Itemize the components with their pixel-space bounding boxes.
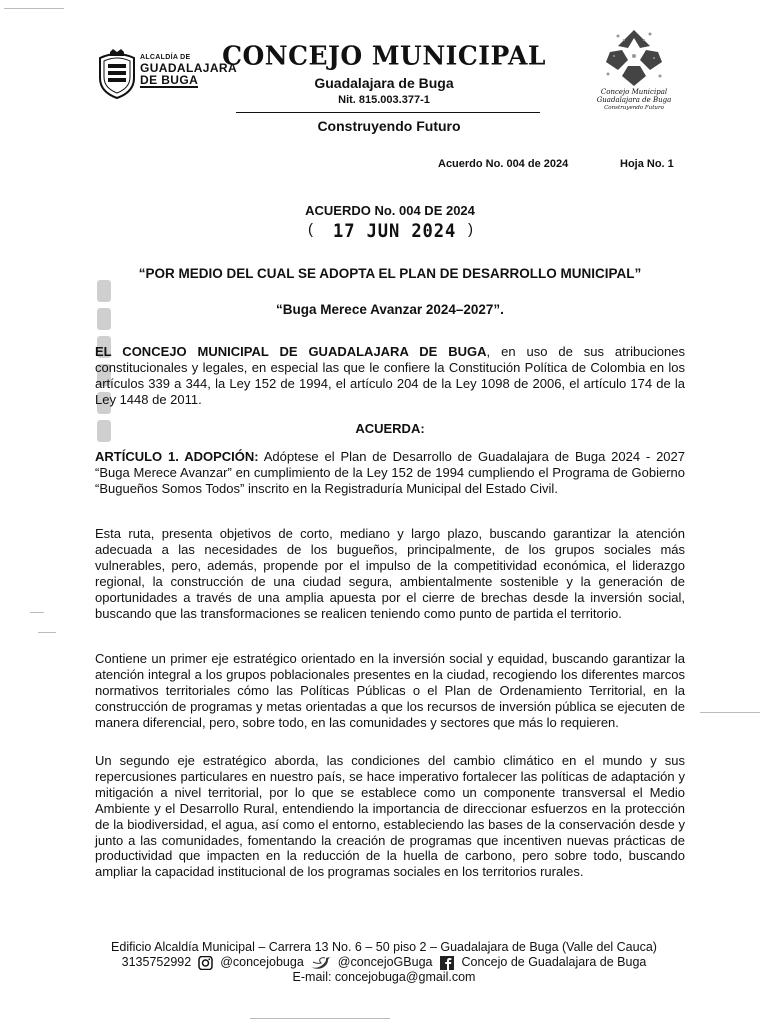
scan-mark — [30, 612, 44, 613]
scan-mark — [4, 8, 64, 9]
acuerda-heading: ACUERDA: — [355, 421, 425, 436]
footer-address: Edificio Alcaldía Municipal – Carrera 13 No. 6 – 50 piso 2 – Guadalajara de Buga (Valle del Cauca) — [111, 940, 657, 954]
concejo-logo-line3: Construyendo Futuro — [604, 105, 664, 111]
document-title: “POR MEDIO DEL CUAL SE ADOPTA EL PLAN DE DESARROLLO MUNICIPAL” — [138, 266, 642, 281]
scan-mark — [38, 632, 56, 633]
preamble-paragraph — [95, 344, 685, 408]
document-subtitle: “Buga Merece Avanzar 2024–2027”. — [276, 302, 504, 317]
footer-instagram: @concejobuga — [220, 955, 304, 969]
footer-twitter: @concejoGBuga — [337, 955, 433, 969]
instagram-icon — [197, 956, 214, 970]
alcaldia-text-line3: DE BUGA — [140, 73, 199, 87]
acuerdo-reference: Acuerdo No. 004 de 2024 — [438, 158, 569, 170]
council-city: Guadalajara de Buga — [314, 75, 454, 91]
concejo-emblem-icon — [588, 26, 680, 90]
footer-email: E-mail: concejobuga@gmail.com — [292, 970, 476, 984]
concejo-logo-line1: Concejo Municipal — [600, 88, 668, 96]
council-slogan: Construyendo Futuro — [317, 118, 461, 134]
article-1-paragraph — [95, 449, 685, 497]
article-1-heading: ARTÍCULO 1. ADOPCIÓN: — [95, 449, 259, 464]
date-open-paren: ( — [308, 221, 313, 238]
alcaldia-text-line1: ALCALDÍA DE — [140, 54, 191, 61]
footer-facebook: Concejo de Guadalajara de Buga — [461, 955, 647, 969]
acuerdo-heading: ACUERDO No. 004 DE 2024 — [305, 203, 475, 218]
footer — [0, 940, 768, 985]
body-paragraph-second-axis: Un segundo eje estratégico aborda, las condiciones del cambio climático en el mundo y sus repercusiones particulares en nuestro país, se hace imperativo fortalecer las políticas de adaptación y mitigación a nivel territorial, por lo que se establece como un componente transversal el Medio Ambiente y el Desarrollo Rural, entendiendo la importancia de direccionar esfuerzos en la protección de la biodiversidad, el agua, así como el entorno, estableciendo las bases de la conservación desde y junto a las comunidades, fomentando la creación de programas que incentiven nuevas prácticas de productividad que impacten en la reducción de la huella de carbono, pero sobre todo, buscando ampliar la capacidad institucional de los programas sociales en los territorios rurales. — [95, 753, 685, 880]
header-divider — [236, 112, 540, 113]
preamble-bold: EL CONCEJO MUNICIPAL DE GUADALAJARA DE BUGA — [95, 344, 487, 359]
twitter-icon — [310, 956, 332, 970]
facebook-icon — [438, 956, 455, 970]
concejo-logo-line2: Guadalajara de Buga — [596, 96, 672, 104]
concejo-logo — [588, 26, 680, 118]
scan-mark — [700, 712, 760, 713]
scan-mark — [250, 1018, 390, 1019]
alcaldia-text-line2: GUADALAJARA — [140, 61, 238, 75]
article-1-text: Adóptese el Plan de Desarrollo de Guadalajara de Buga 2024 - 2027 “Buga Merece Avanzar” en cumplimiento de la Ley 152 de 1994 cumpliendo el Programa de Gobierno “Bugueños Somos Todos” inscrito en la Registraduría Municipal del Estado Civil. — [95, 449, 685, 496]
body-paragraph-first-axis: Contiene un primer eje estratégico orientado en la inversión social y equidad, buscando garantizar la atención integral a los grupos poblacionales presentes en la ciudad, recogiendo los diferentes marcos normativos territoriales cómo las Políticas Públicas o el Plan de Ordenamiento Territorial, en la construcción de programas y metas orientadas a que los recursos de inversión pública se ejecuten de manera diferencial, pero, sobre todo, en las comunidades y sectores que más lo requieren. — [95, 651, 685, 730]
council-nit: Nit. 815.003.377-1 — [338, 94, 430, 106]
council-title: CONCEJO MUNICIPAL — [222, 40, 546, 71]
date-stamp-text: 17 JUN 2024 — [333, 220, 457, 242]
date-stamp — [308, 220, 478, 244]
footer-phone: 3135752992 — [121, 955, 192, 969]
page-number: Hoja No. 1 — [620, 158, 674, 170]
date-close-paren: ) — [468, 221, 473, 238]
preamble-text: , en uso de sus atribuciones constitucionales y legales, en especial las que le confiere la Constitución Política de Colombia en los artículos 339 a 344, la Ley 152 de 1994, el artículo 204 de la Ley 1098 de 2006, el artículo 174 de la Ley 1448 de 2011. — [95, 344, 685, 407]
footer-contacts — [0, 955, 768, 970]
body-paragraph-route: Esta ruta, presenta objetivos de corto, mediano y largo plazo, buscando garantizar la atención adecuada a las necesidades de los bugueños, principalmente, de los grupos sociales más vulnerables, pero, además, propende por el impulso de la competitividad económica, el liderazgo regional, la construcción de una ciudad segura, ambientalmente sostenible y la generación de oportunidades a través de una amplia apuesta por el cierre de brechas desde la inversión social, buscando que las transformaciones se realicen teniendo como punto de partida el territorio. — [95, 526, 685, 621]
